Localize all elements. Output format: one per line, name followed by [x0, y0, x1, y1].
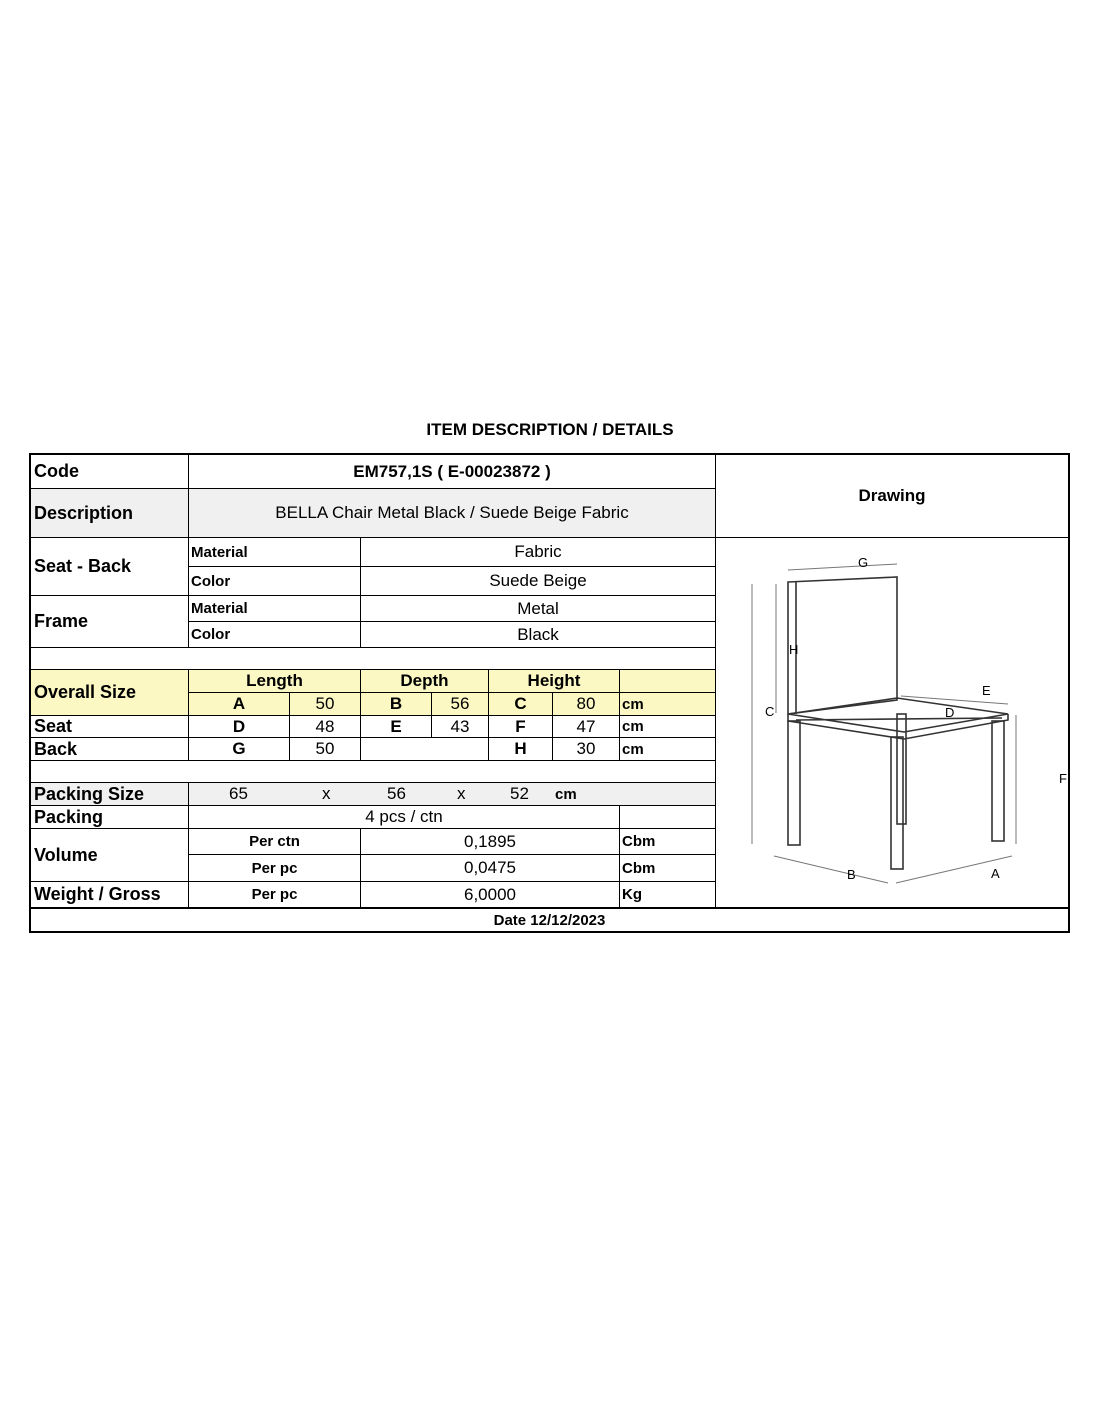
overall-size-label: Overall Size: [31, 670, 189, 716]
back-label: Back: [31, 738, 189, 761]
chair-diagram: [716, 538, 1068, 907]
weight-value: 6,0000: [361, 882, 620, 908]
seat-key-f: F: [489, 716, 553, 738]
depth-header: Depth: [361, 670, 489, 693]
overall-key-c: C: [489, 693, 553, 716]
length-header: Length: [189, 670, 361, 693]
spec-sheet: [29, 453, 1070, 933]
drawing-letter-d: D: [945, 705, 955, 720]
frame-color: Black: [361, 622, 716, 648]
volume-per-ctn: 0,1895: [361, 829, 620, 855]
drawing-letter-c: C: [765, 704, 775, 719]
volume-per-ctn-label: Per ctn: [189, 829, 361, 855]
frame-material-label: Material: [189, 596, 361, 622]
drawing-label: Drawing: [716, 455, 1068, 538]
packing-empty-cell: [620, 806, 716, 829]
packing-height: 52: [510, 784, 529, 803]
volume-label: Volume: [31, 829, 189, 882]
volume-per-pc-unit: Cbm: [620, 855, 716, 882]
overall-value-a: 50: [290, 693, 361, 716]
frame-color-label: Color: [189, 622, 361, 648]
code-value: EM757,1S ( E-00023872 ): [189, 455, 716, 489]
back-unit: cm: [620, 738, 716, 761]
overall-value-c: 80: [553, 693, 620, 716]
weight-per-pc-label: Per pc: [189, 882, 361, 908]
seat-back-color: Suede Beige: [361, 567, 716, 596]
description-value: BELLA Chair Metal Black / Suede Beige Fabric: [189, 489, 716, 538]
seat-label: Seat: [31, 716, 189, 738]
seat-back-material-label: Material: [189, 538, 361, 567]
packing-size-values: [189, 783, 716, 806]
seat-back-color-label: Color: [189, 567, 361, 596]
height-header: Height: [489, 670, 620, 693]
packing-label: Packing: [31, 806, 189, 829]
packing-length: 65: [229, 784, 248, 803]
seat-back-material: Fabric: [361, 538, 716, 567]
volume-per-ctn-unit: Cbm: [620, 829, 716, 855]
drawing-letter-e: E: [982, 683, 991, 698]
overall-unit: cm: [620, 693, 716, 716]
spacer-row: [31, 648, 716, 670]
volume-per-pc-label: Per pc: [189, 855, 361, 882]
packing-size-label: Packing Size: [31, 783, 189, 806]
seat-value-e: 43: [432, 716, 489, 738]
chair-drawing: [716, 538, 1068, 907]
spacer-row-2: [31, 761, 716, 783]
drawing-letter-f: F: [1059, 771, 1067, 786]
packing-x-2: x: [457, 784, 466, 803]
packing-unit: cm: [555, 785, 577, 803]
drawing-letter-b: B: [847, 867, 856, 882]
overall-key-b: B: [361, 693, 432, 716]
back-empty-cell: [361, 738, 489, 761]
overall-value-b: 56: [432, 693, 489, 716]
drawing-letter-a: A: [991, 866, 1000, 881]
seat-value-d: 48: [290, 716, 361, 738]
weight-unit: Kg: [620, 882, 716, 908]
packing-x-1: x: [322, 784, 331, 803]
back-key-g: G: [189, 738, 290, 761]
description-label: Description: [31, 489, 189, 538]
seat-unit: cm: [620, 716, 716, 738]
overall-key-a: A: [189, 693, 290, 716]
weight-label: Weight / Gross: [31, 882, 189, 908]
back-value-g: 50: [290, 738, 361, 761]
document-title: ITEM DESCRIPTION / DETAILS: [426, 420, 674, 439]
seat-back-label: Seat - Back: [31, 538, 189, 596]
seat-key-d: D: [189, 716, 290, 738]
drawing-letter-g: G: [858, 555, 869, 570]
frame-material: Metal: [361, 596, 716, 622]
back-value-h: 30: [553, 738, 620, 761]
packing-width: 56: [387, 784, 406, 803]
seat-value-f: 47: [553, 716, 620, 738]
unit-header: [620, 670, 716, 693]
seat-key-e: E: [361, 716, 432, 738]
code-label: Code: [31, 455, 189, 489]
back-key-h: H: [489, 738, 553, 761]
volume-per-pc: 0,0475: [361, 855, 620, 882]
date-footer: Date 12/12/2023: [31, 908, 1068, 931]
packing-value: 4 pcs / ctn: [189, 806, 620, 829]
drawing-letter-h: H: [789, 642, 799, 657]
frame-label: Frame: [31, 596, 189, 648]
